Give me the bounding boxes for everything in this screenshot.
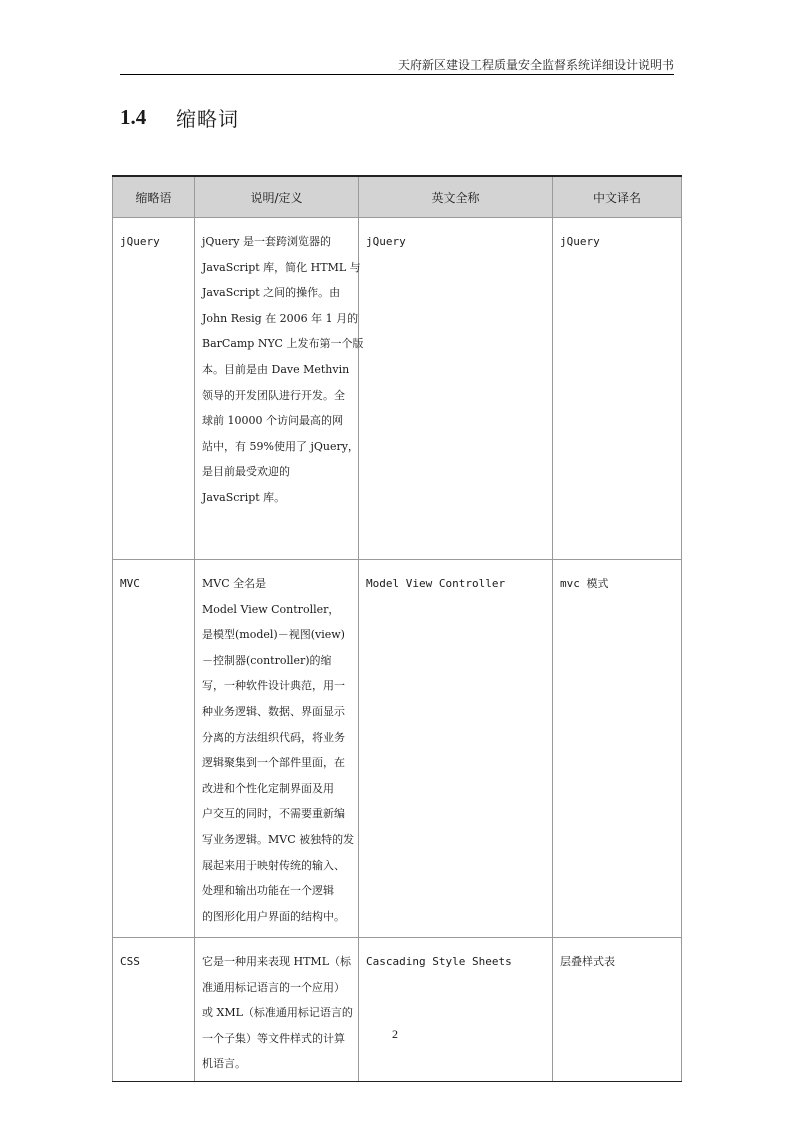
definition-cell — [195, 218, 364, 560]
definition-line: jQuery 是一套跨浏览器的 — [202, 235, 331, 248]
definition-line: 写，一种软件设计典范，用一 — [202, 679, 345, 693]
document-title: 天府新区建设工程质量安全监督系统详细设计说明书 — [397, 58, 674, 72]
chinese-name-cell: mvc 模式 — [553, 560, 682, 938]
section-title: 缩略词 — [176, 106, 239, 131]
definition-line: 改进和个性化定制界面及用 — [202, 781, 334, 795]
column-header-english: 英文全称 — [359, 176, 553, 218]
definition-cell — [195, 560, 359, 938]
table-row — [113, 218, 682, 560]
column-header-definition: 说明/定义 — [195, 176, 359, 218]
definition-line: 它是一种用来表现 HTML（标 — [202, 955, 351, 968]
abbr-cell: jQuery — [113, 218, 195, 560]
abbr-cell: CSS — [113, 938, 195, 1082]
definition-line: MVC 全名是 — [202, 577, 267, 590]
definition-line: 写业务逻辑。MVC 被独特的发 — [202, 832, 355, 846]
table-row — [113, 560, 682, 938]
definition-line: －控制器(controller)的缩 — [202, 653, 332, 667]
section-heading — [120, 102, 239, 132]
definition-line: BarCamp NYC 上发布第一个版 — [202, 337, 364, 351]
definition-line: 户交互的同时，不需要重新编 — [202, 807, 345, 821]
definition-line: 分离的方法组织代码，将业务 — [202, 730, 345, 744]
page-number: 2 — [392, 1027, 398, 1041]
definition-line: 的图形化用户界面的结构中。 — [202, 909, 345, 923]
definition-line: 本。目前是由 Dave Methvin — [202, 362, 350, 376]
definition-line: Model View Controller， — [202, 602, 340, 616]
abbr-cell: MVC — [113, 560, 195, 938]
definition-line: JavaScript 库，简化 HTML 与 — [202, 260, 361, 274]
definition-line: 或 XML（标准通用标记语言的 — [202, 1006, 353, 1020]
definition-line: 站中，有 59%使用了 jQuery， — [202, 439, 359, 453]
definition-line: 一个子集）等文件样式的计算 — [202, 1031, 345, 1045]
table-row — [113, 938, 682, 1082]
column-header-chinese: 中文译名 — [553, 176, 682, 218]
definition-line: 是目前最受欢迎的 — [202, 465, 290, 479]
section-number: 1.4 — [120, 104, 147, 129]
chinese-name-cell: 层叠样式表 — [553, 938, 682, 1082]
english-name-cell: jQuery — [359, 218, 553, 560]
definition-line: 领导的开发团队进行开发。全 — [202, 388, 345, 402]
definition-line: 种业务逻辑、数据、界面显示 — [202, 704, 345, 718]
definition-line: John Resig 在 2006 年 1 月的 — [202, 311, 359, 325]
definition-line: JavaScript 库。 — [202, 490, 286, 504]
definition-cell — [195, 938, 359, 1082]
chinese-name-cell: jQuery — [553, 218, 682, 560]
definition-line: 逻辑聚集到一个部件里面，在 — [202, 756, 345, 770]
definition-line: 是模型(model)－视图(view) — [202, 628, 345, 642]
definition-line: 展起来用于映射传统的输入、 — [202, 858, 345, 872]
abbreviations-table — [112, 175, 682, 1082]
english-name-cell: Model View Controller — [359, 560, 553, 938]
definition-line: 处理和输出功能在一个逻辑 — [202, 884, 334, 898]
table-header-row — [113, 176, 682, 218]
definition-line: 球前 10000 个访问最高的网 — [202, 414, 343, 428]
column-header-abbr: 缩略语 — [113, 176, 195, 218]
definition-line: 准通用标记语言的一个应用） — [202, 980, 345, 994]
english-name-cell: Cascading Style Sheets — [359, 938, 553, 1082]
page-header — [120, 54, 674, 75]
definition-line: JavaScript 之间的操作。由 — [202, 286, 341, 300]
definition-line: 机语言。 — [202, 1057, 246, 1071]
